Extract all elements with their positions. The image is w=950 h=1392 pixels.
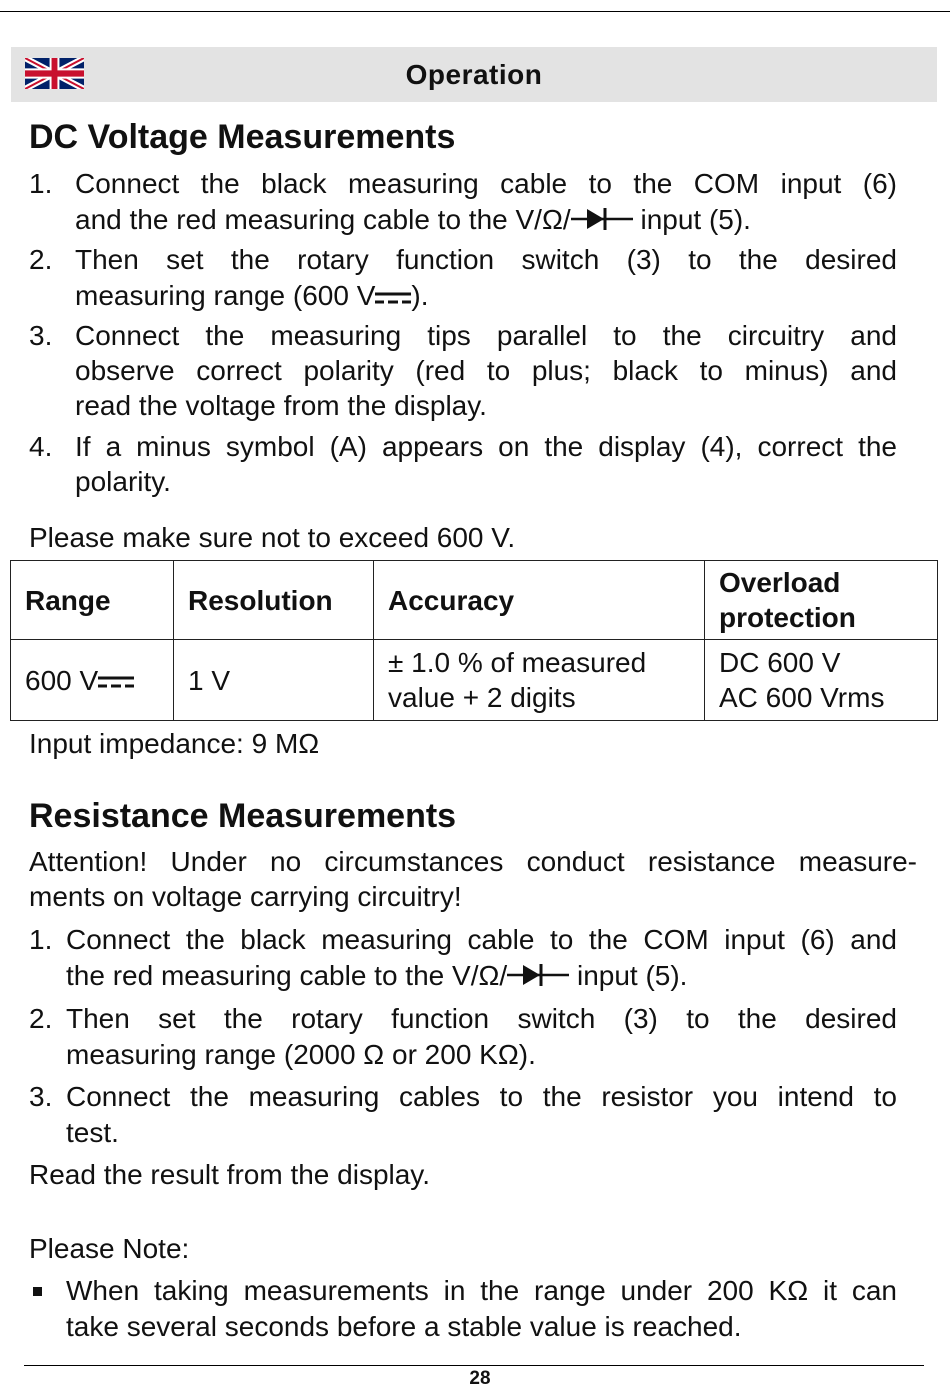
step-text: Then set the rotary function switch (3) to the desired bbox=[75, 244, 897, 275]
step-number: 1. bbox=[29, 924, 53, 955]
step-text bbox=[75, 202, 751, 237]
read-result-text: Read the result from the display. bbox=[29, 1159, 431, 1190]
step-number: 2. bbox=[29, 1003, 53, 1034]
table-header-overload bbox=[705, 561, 938, 640]
step-text: and the red measuring cable to the V/Ω/ bbox=[75, 204, 571, 235]
attention-text: Attention! Under no circumstances conduct resistance measure- bbox=[29, 846, 917, 877]
table-header-text: Overload bbox=[719, 567, 841, 598]
note-bullet-text: take several seconds before a stable value is reached. bbox=[66, 1311, 742, 1342]
cell-text: AC 600 Vrms bbox=[719, 682, 885, 713]
attention-text: ments on voltage carrying circuitry! bbox=[29, 881, 462, 912]
step-number: 1. bbox=[29, 168, 53, 199]
step-number: 4. bbox=[29, 431, 53, 462]
dc-section-title: DC Voltage Measurements bbox=[29, 118, 456, 156]
step-text: Connect the measuring tips parallel to the circuitry and bbox=[75, 320, 897, 351]
cell-overload bbox=[705, 640, 938, 721]
step-text: measuring range (600 V bbox=[75, 280, 376, 311]
res-section-title: Resistance Measurements bbox=[29, 797, 457, 835]
step-text: polarity. bbox=[75, 466, 171, 497]
top-rule bbox=[0, 11, 950, 12]
step-text: input (5). bbox=[632, 204, 751, 235]
note-bullet-text: When taking measurements in the range under 200 KΩ it can bbox=[66, 1275, 897, 1306]
step-text: Connect the measuring cables to the resistor you intend to bbox=[66, 1081, 897, 1112]
step-text: measuring range (2000 Ω or 200 KΩ). bbox=[66, 1039, 536, 1070]
step-number: 2. bbox=[29, 244, 53, 275]
step-text: the red measuring cable to the V/Ω/ bbox=[66, 960, 508, 991]
cell-resolution: 1 V bbox=[174, 640, 374, 721]
step-text: observe correct polarity (red to plus; black to minus) and bbox=[75, 355, 897, 386]
step-text: test. bbox=[66, 1117, 119, 1148]
step-text: If a minus symbol (A) appears on the display (4), correct the bbox=[75, 431, 897, 462]
cell-text: 600 V bbox=[25, 664, 99, 696]
table-header-resolution: Resolution bbox=[174, 561, 374, 640]
cell-text: DC 600 V bbox=[719, 647, 841, 678]
table-header-range: Range bbox=[11, 561, 174, 640]
cell-text: value + 2 digits bbox=[388, 682, 576, 713]
step-text: Connect the black measuring cable to the COM input (6) bbox=[75, 168, 897, 199]
step-text: Then set the rotary function switch (3) to the desired bbox=[66, 1003, 897, 1034]
step-text: ). bbox=[411, 280, 429, 311]
dc-max-voltage-note: Please make sure not to exceed 600 V. bbox=[29, 522, 516, 553]
cell-range bbox=[11, 640, 174, 721]
cell-text: ± 1.0 % of measured bbox=[388, 647, 647, 678]
diode-symbol-icon bbox=[507, 961, 569, 989]
table-header-accuracy: Accuracy bbox=[374, 561, 705, 640]
footer-rule bbox=[24, 1365, 924, 1366]
step-number: 3. bbox=[29, 1081, 53, 1112]
dc-spec-table bbox=[10, 560, 938, 721]
step-text bbox=[66, 958, 687, 993]
dc-symbol-icon bbox=[375, 291, 411, 305]
bullet-icon bbox=[33, 1287, 42, 1296]
step-text: input (5). bbox=[569, 960, 688, 991]
page-header-title: Operation bbox=[405, 59, 543, 90]
input-impedance: Input impedance: 9 MΩ bbox=[29, 728, 320, 759]
table-header-row bbox=[11, 561, 938, 640]
step-text bbox=[75, 278, 429, 313]
table-header-text: protection bbox=[719, 602, 856, 633]
header-bar bbox=[11, 47, 937, 102]
table-row bbox=[11, 640, 938, 721]
step-text: Connect the black measuring cable to the COM input (6) and bbox=[66, 924, 897, 955]
please-note-title: Please Note: bbox=[29, 1233, 190, 1264]
cell-accuracy bbox=[374, 640, 705, 721]
page-number: 28 bbox=[469, 1368, 491, 1389]
dc-symbol-icon bbox=[98, 675, 134, 689]
diode-symbol-icon bbox=[571, 205, 633, 233]
step-text: read the voltage from the display. bbox=[75, 390, 487, 421]
step-number: 3. bbox=[29, 320, 53, 351]
